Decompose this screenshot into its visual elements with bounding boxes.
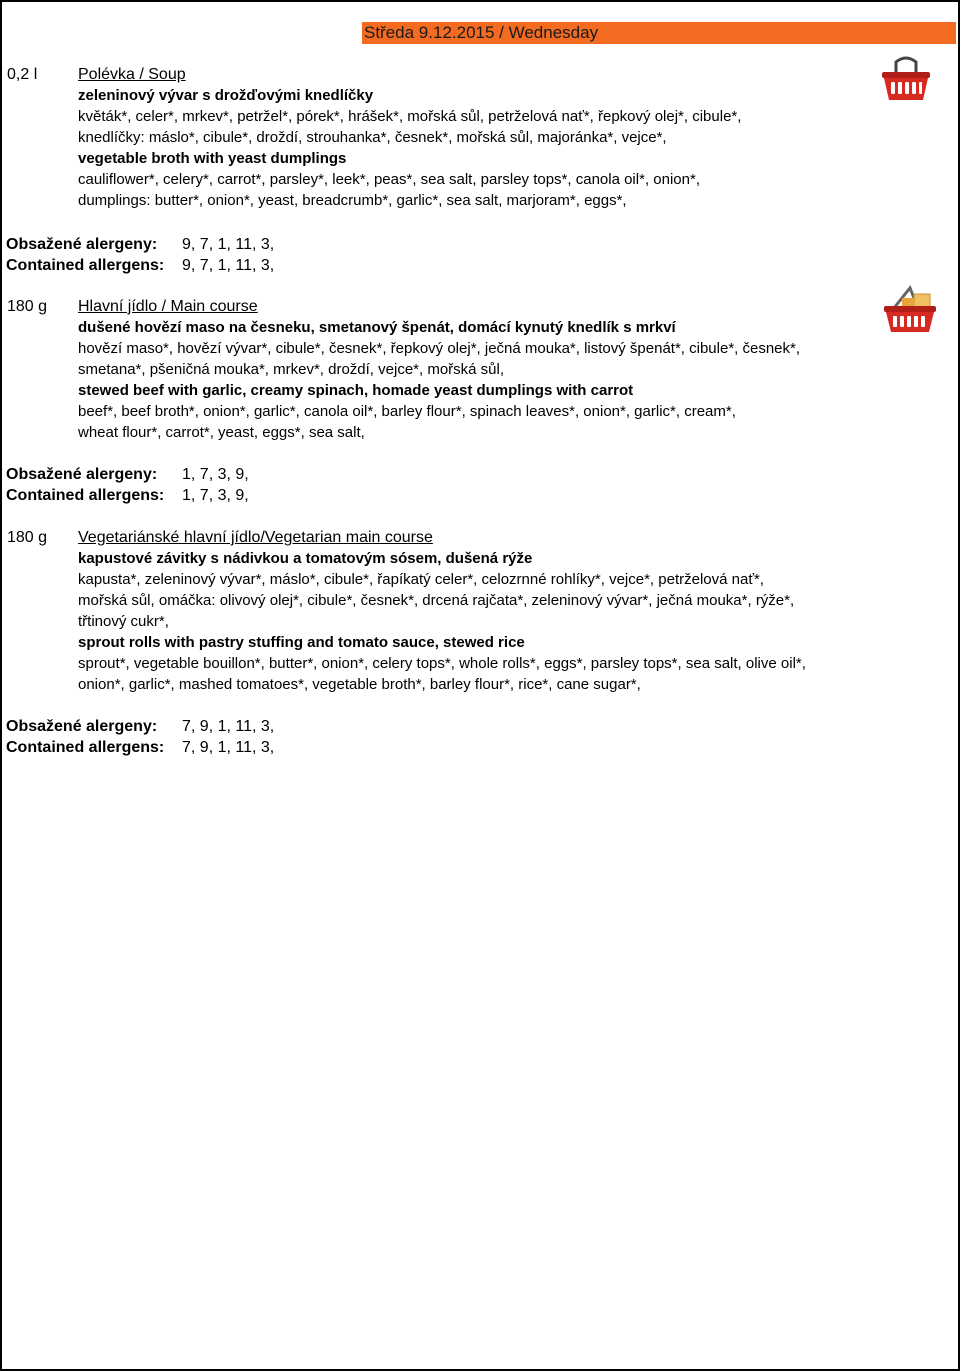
grocery-basket-icon xyxy=(880,284,940,336)
allergens-en-values: 7, 9, 1, 11, 3, xyxy=(182,739,275,756)
allergens-en-values: 1, 7, 3, 9, xyxy=(182,487,249,504)
allergens-en xyxy=(6,485,249,506)
allergens-en-label: Contained allergens: xyxy=(6,487,165,504)
ingredients-cz-line: květák*, celer*, mrkev*, petržel*, pórek*, hrášek*, mořská sůl, petrželová nať*, řepkový olej*, cibule*, xyxy=(78,108,742,125)
shopping-basket-icon xyxy=(878,56,934,104)
ingredients-cz-line: smetana*, pšeničná mouka*, mrkev*, droždí, vejce*, mořská sůl, xyxy=(78,361,505,378)
ingredients-cz-line: mořská sůl, omáčka: olivový olej*, cibule*, česnek*, drcená rajčata*, zeleninový vývar*, ječná mouka*, rýže*, xyxy=(78,592,795,609)
ingredients-en-line: sprout*, vegetable bouillon*, butter*, onion*, celery tops*, whole rolls*, eggs*, parsley tops*, sea salt, olive oil*, xyxy=(78,655,806,672)
allergens-en-label: Contained allergens: xyxy=(6,257,165,274)
dish-title-en: vegetable broth with yeast dumplings xyxy=(78,150,347,167)
dish-title-en: stewed beef with garlic, creamy spinach, homade yeast dumplings with carrot xyxy=(78,382,634,399)
allergens-en xyxy=(6,737,274,758)
dish-category: Vegetariánské hlavní jídlo/Vegetarian main course xyxy=(78,529,433,546)
allergens-cz-values: 9, 7, 1, 11, 3, xyxy=(182,236,275,253)
ingredients-cz-line: hovězí maso*, hovězí vývar*, cibule*, česnek*, řepkový olej*, ječná mouka*, listový špenát*, cibule*, česnek*, xyxy=(78,340,801,357)
dish-details xyxy=(78,64,908,211)
dish-details xyxy=(78,296,908,443)
menu-date: Středa 9.12.2015 / Wednesday xyxy=(364,23,599,42)
ingredients-en-line: onion*, garlic*, mashed tomatoes*, vegetable broth*, barley flour*, rice*, cane sugar*, xyxy=(78,676,641,693)
dish-title-cz: zeleninový vývar s drožďovými knedlíčky xyxy=(78,87,374,104)
portion-size: 0,2 l xyxy=(7,66,38,83)
ingredients-en-line: wheat flour*, carrot*, yeast, eggs*, sea salt, xyxy=(78,424,365,441)
allergens-cz-label: Obsažené alergeny: xyxy=(6,466,158,483)
allergens-en-values: 9, 7, 1, 11, 3, xyxy=(182,257,275,274)
allergens-en xyxy=(6,255,274,276)
dish-category: Hlavní jídlo / Main course xyxy=(78,298,258,315)
ingredients-cz-line: třtinový cukr*, xyxy=(78,613,169,630)
portion-size: 180 g xyxy=(7,529,48,546)
dish-title-cz: dušené hovězí maso na česneku, smetanový špenát, domácí kynutý knedlík s mrkví xyxy=(78,319,676,336)
allergens-cz xyxy=(6,716,274,737)
ingredients-cz-line: knedlíčky: máslo*, cibule*, droždí, strouhanka*, česnek*, mořská sůl, majoránka*, vejce*, xyxy=(78,129,667,146)
ingredients-en-line: beef*, beef broth*, onion*, garlic*, canola oil*, barley flour*, spinach leaves*, onion*, garlic*, cream*, xyxy=(78,403,736,420)
allergens-cz-label: Obsažené alergeny: xyxy=(6,236,158,253)
allergens-en-label: Contained allergens: xyxy=(6,739,165,756)
allergens-cz xyxy=(6,234,274,255)
ingredients-en-line: dumplings: butter*, onion*, yeast, breadcrumb*, garlic*, sea salt, marjoram*, eggs*, xyxy=(78,192,627,209)
portion-size: 180 g xyxy=(7,298,48,315)
dish-category: Polévka / Soup xyxy=(78,66,186,83)
allergens-cz xyxy=(6,464,249,485)
allergens-cz-label: Obsažené alergeny: xyxy=(6,718,158,735)
allergens-cz-values: 1, 7, 3, 9, xyxy=(182,466,249,483)
ingredients-en-line: cauliflower*, celery*, carrot*, parsley*, leek*, peas*, sea salt, parsley tops*, canola oil*, onion*, xyxy=(78,171,700,188)
allergens-cz-values: 7, 9, 1, 11, 3, xyxy=(182,718,275,735)
dish-title-en: sprout rolls with pastry stuffing and tomato sauce, stewed rice xyxy=(78,634,525,651)
dish-details xyxy=(78,527,908,695)
dish-title-cz: kapustové závitky s nádivkou a tomatovým sósem, dušená rýže xyxy=(78,550,533,567)
ingredients-cz-line: kapusta*, zeleninový vývar*, máslo*, cibule*, řapíkatý celer*, celozrnné rohlíky*, vejce*, petrželová nať*, xyxy=(78,571,764,588)
